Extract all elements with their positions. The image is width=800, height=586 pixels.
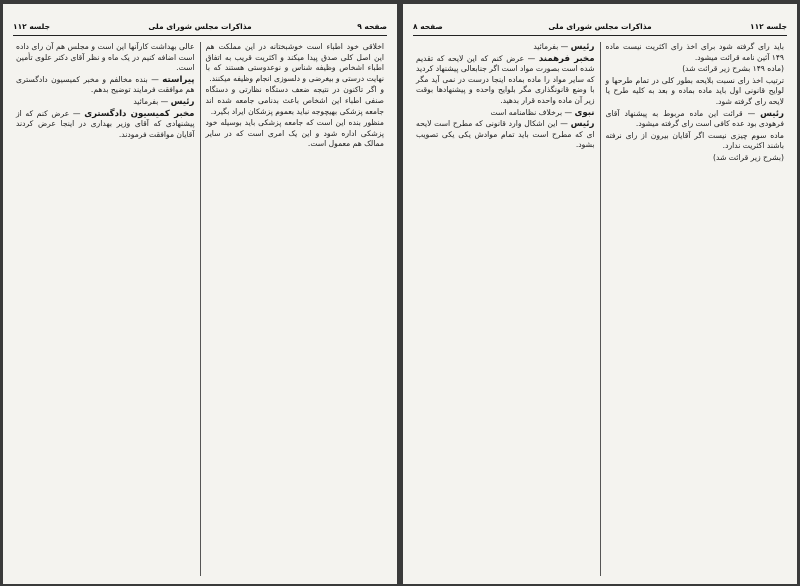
paragraph [606, 153, 785, 164]
left-page [3, 4, 397, 584]
speaker-name: پیراسته [162, 74, 195, 85]
paragraph: رئیس — این اشکال وارد قانونی که مطرح است لایحه ای که مطرح است باید تمام موادش یکی یکی تصویب بشود. [416, 119, 595, 150]
page-number: صفحه ۹ [357, 22, 387, 31]
paragraph [606, 76, 785, 108]
paragraph-text: و اگر تاکنون در نتیجه ضعف دستگاه نظارتی و دستگاه صنفی اطباء این اشخاص باعث بدنامی جامعه شده اند جامعه پزشکی بهیچوجه نباید بعموم پزشکان ایراد بگیرد. [205, 85, 384, 116]
text-columns [411, 42, 789, 576]
paragraph [206, 118, 385, 150]
paragraph-text: بفرمائید [133, 96, 159, 106]
text-columns [11, 42, 389, 576]
paragraph-text: باید رای گرفته شود برای اخذ رای اکثریت نیست ماده ۱۴۹ آئین نامه قرائت میشود. [605, 42, 784, 62]
header-title: مذاکرات مجلس شورای ملی [548, 22, 652, 31]
paragraph-text: (بشرح زیر قرائت شد) [713, 152, 784, 162]
speaker-name: رئیس [570, 42, 595, 52]
paragraph-text: بنده مخالفم و مخبر کمیسیون دادگستری هم موافقت فرمایند توضیح بدهم. [16, 74, 195, 95]
speaker-name: رئیس [760, 108, 784, 119]
paragraph-text: عالی بهداشت کارآنها این است و مجلس هم آن رای داده است اضافه کنیم در یک ماه و نظر آقای دکتر علوی تأمین است. [16, 42, 195, 73]
session-number: جلسه ۱۱۲ [750, 22, 787, 31]
paragraph: پیراسته — بنده مخالفم و مخبر کمیسیون دادگستری هم موافقت فرمایند توضیح بدهم. [16, 74, 195, 95]
column [201, 42, 390, 576]
right-page [403, 4, 797, 584]
paragraph: مخبر کمیسیون دادگستری — عرض کنم که از پیشنهادی که آقای وزیر بهداری در اینجا عرض کردند آقایان موافقت فرمودند. [16, 108, 195, 139]
paragraph [606, 64, 785, 75]
speaker-name: نبوی [574, 107, 595, 118]
paragraph-text: (ماده ۱۴۹ بشرح زیر قرائت شد) [682, 64, 784, 74]
speaker-name: رئیس [170, 96, 195, 107]
paragraph: رئیس — بفرمائید [533, 42, 595, 52]
paragraph: رئیس — قرائت این ماده مربوط به پیشنهاد آقای فرهودی بود عده کافی است رای گرفته میشود. [605, 108, 784, 129]
session-number: جلسه ۱۱۲ [13, 22, 50, 31]
page-header [413, 22, 787, 36]
paragraph-text: ترتیب اخذ رای نسبت بلایحه بطور کلی در تمام طرحها و لوایح قانونی اول باید ماده بماده و بعد به کلیه طرح یا لایحه رای گرفته شود. [605, 75, 784, 106]
speaker-name: مخبر فرهمند [538, 53, 595, 64]
paragraph: نبوی — برخلاف نظامنامه است [490, 107, 595, 118]
paragraph [206, 42, 385, 84]
paragraph [606, 42, 785, 63]
column [411, 42, 601, 576]
paragraph [206, 85, 385, 117]
paragraph: مخبر فرهمند — عرض کنم که این لایحه که تقدیم شده است بصورت مواد است اگر جنابعالی پیشنهاد کردید که سایر مواد را ماده بماده اینجا درست در نمی آید مگر با وضع قانونگذاری مگر بلوایح واحده و پیشنهادها بوقت زیر آن ماده واحده قرار بدهید. [416, 53, 595, 105]
column [601, 42, 790, 576]
header-title: مذاکرات مجلس شورای ملی [148, 22, 252, 31]
column [11, 42, 201, 576]
paragraph-text: برخلاف نظامنامه است [490, 107, 563, 117]
speaker-name: مخبر کمیسیون دادگستری [84, 108, 195, 119]
paragraph-text: اخلاقی خود اطباء است خوشبختانه در این مملکت هم این اصل کلی صدق پیدا میکند و اکثریت قریب به اتفاق اطباء اشخاص وظیفه شناس و نوعدوستی هستند که با نهایت درستی و بیغرضی و دلسوزی انجام وظیفه میکنند. [205, 42, 384, 83]
paragraph-text: این اشکال وارد قانونی که مطرح است لایحه ای که مطرح است باید تمام موادش یکی یکی تصویب بشود. [416, 119, 595, 150]
paragraph: رئیس — بفرمائید [133, 96, 195, 107]
paragraph [16, 42, 195, 74]
speaker-name: رئیس [570, 119, 595, 130]
paragraph-text: عرض کنم که این لایحه که تقدیم شده است بصورت مواد است اگر جنابعالی پیشنهاد کردید که سایر مواد را ماده بماده اینجا درست در نمی آید مگر با وضع قانونگذاری مگر بلوایح واحده و پیشنهادها بوقت زیر آن ماده واحده قرار بدهید. [416, 53, 595, 105]
paragraph-text: ماده سوم چیزی نیست اگر آقایان بیرون از رای نرفته باشند اکثریت ندارد. [605, 130, 784, 151]
paragraph-text: عرض کنم که از پیشنهادی که آقای وزیر بهداری در اینجا عرض کردند آقایان موافقت فرمودند. [16, 108, 195, 139]
paragraph-text: منظور بنده این است که جامعه پزشکی باید بوسیله خود پزشکی اداره شود و این یک امری است که در سایر ممالک هم معمول است. [205, 118, 384, 149]
page-header [13, 22, 387, 36]
paragraph-text: بفرمائید [533, 42, 559, 51]
page-number: صفحه ۸ [413, 22, 443, 31]
paragraph-text: قرائت این ماده مربوط به پیشنهاد آقای فرهودی بود عده کافی است رای گرفته میشود. [605, 108, 784, 129]
paragraph [606, 131, 785, 152]
